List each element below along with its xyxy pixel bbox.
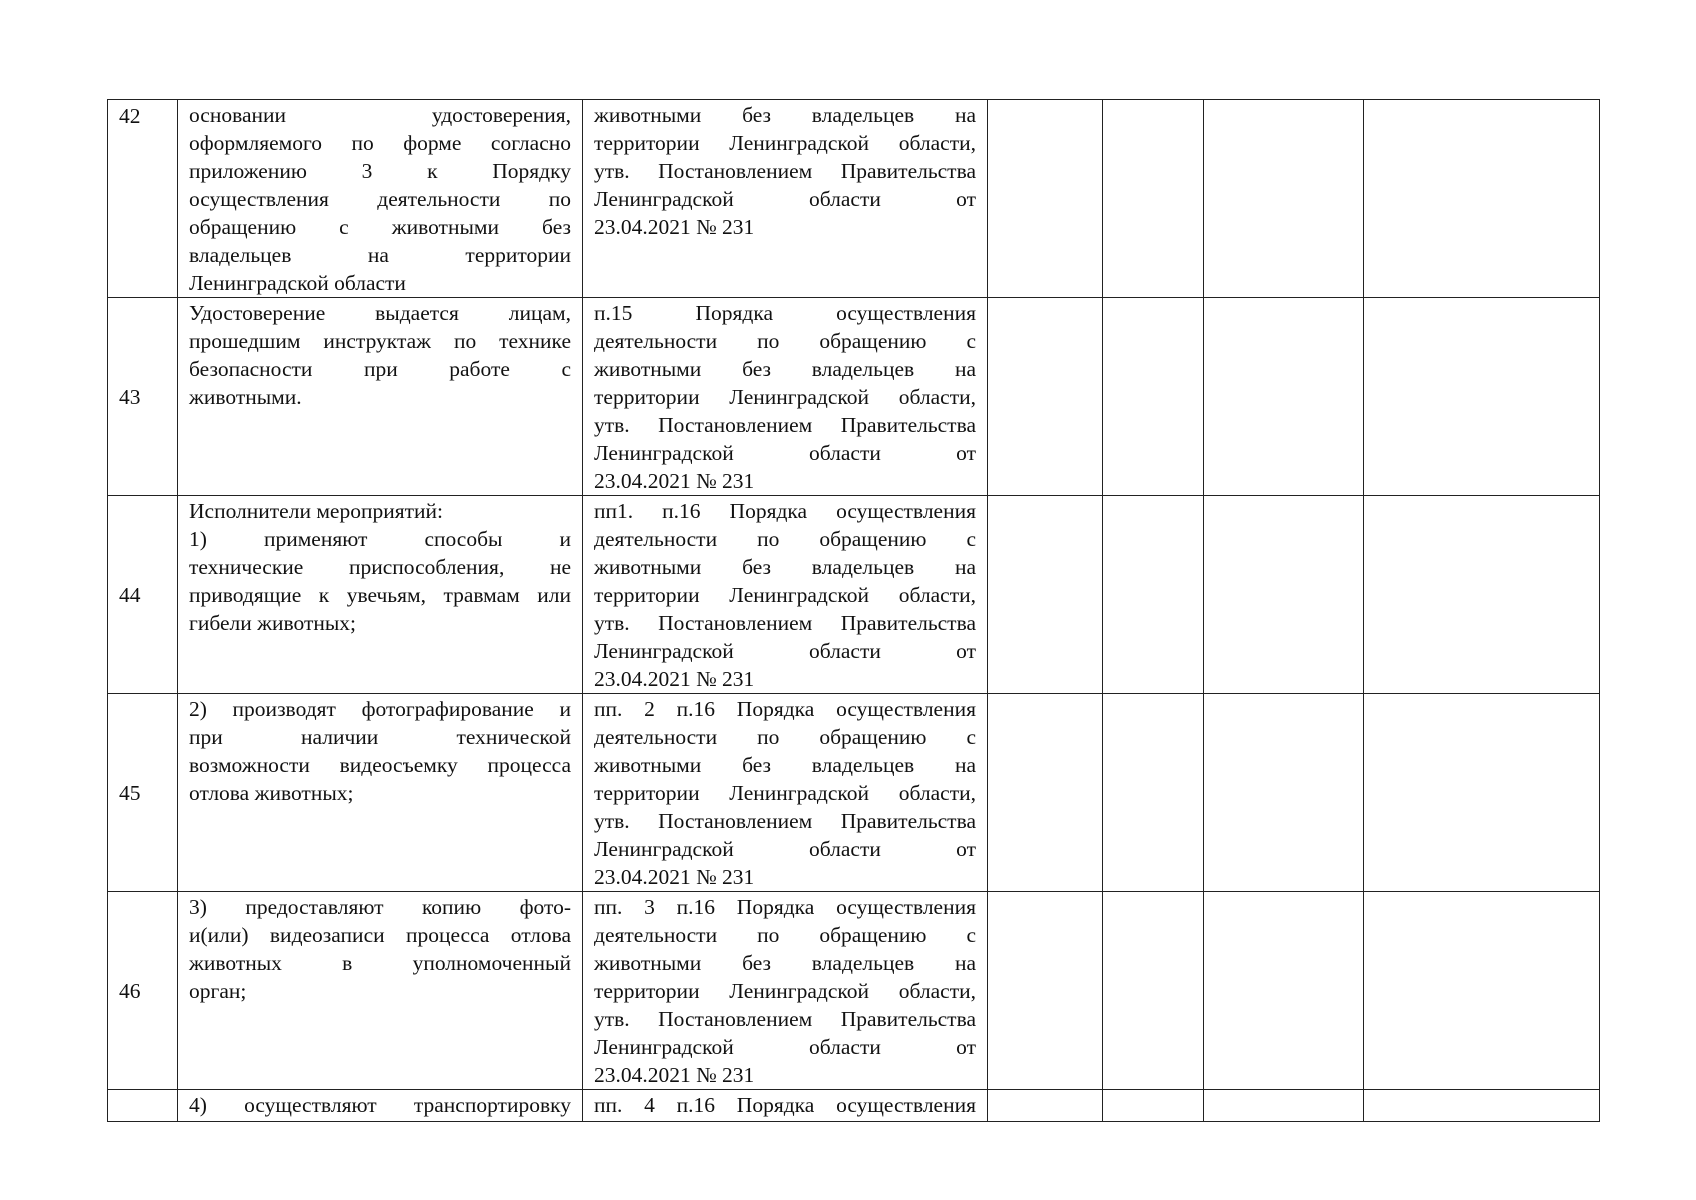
reference-line: утв. Постановлением Правительства <box>594 809 976 833</box>
row-number: 43 <box>108 298 178 496</box>
reference-line: 23.04.2021 № 231 <box>594 667 755 691</box>
empty-cell <box>1204 496 1364 694</box>
reference-line: п.15 Порядка осуществления <box>594 301 976 325</box>
reference-line: 23.04.2021 № 231 <box>594 1063 755 1087</box>
row-number: 44 <box>108 496 178 694</box>
requirement-line: технические приспособления, не <box>189 555 571 579</box>
row-number: 42 <box>108 100 178 298</box>
empty-cell <box>1103 298 1204 496</box>
table-row <box>108 694 1600 892</box>
reference-cell <box>583 694 988 892</box>
reference-line: 23.04.2021 № 231 <box>594 865 755 889</box>
reference-line: пп. 2 п.16 Порядка осуществления <box>594 697 976 721</box>
requirement-cell <box>178 1090 583 1122</box>
row-number <box>108 1090 178 1122</box>
requirement-line: 4) осуществляют транспортировку <box>189 1093 571 1117</box>
reference-line: Ленинградской области от <box>594 1035 976 1059</box>
reference-line: животными без владельцев на <box>594 103 976 127</box>
requirement-line: животными. <box>189 385 302 409</box>
reference-line: территории Ленинградской области, <box>594 979 976 1003</box>
requirement-line: возможности видеосъемку процесса <box>189 753 571 777</box>
empty-cell <box>1103 1090 1204 1122</box>
reference-line: Ленинградской области от <box>594 187 976 211</box>
reference-line: деятельности по обращению с <box>594 923 976 947</box>
requirement-line: Удостоверение выдается лицам, <box>189 301 571 325</box>
requirement-line: животных в уполномоченный <box>189 951 571 975</box>
reference-line: территории Ленинградской области, <box>594 385 976 409</box>
requirement-line: приводящие к увечьям, травмам или <box>189 583 571 607</box>
empty-cell <box>988 694 1103 892</box>
empty-cell <box>1204 100 1364 298</box>
reference-line: утв. Постановлением Правительства <box>594 1007 976 1031</box>
reference-line: деятельности по обращению с <box>594 527 976 551</box>
requirement-line: основании удостоверения, <box>189 103 571 127</box>
reference-cell <box>583 892 988 1090</box>
empty-cell <box>988 1090 1103 1122</box>
requirement-line: прошедшим инструктаж по технике <box>189 329 571 353</box>
reference-cell <box>583 100 988 298</box>
reference-line: утв. Постановлением Правительства <box>594 159 976 183</box>
empty-cell <box>988 496 1103 694</box>
requirement-line: обращению с животными без <box>189 215 571 239</box>
table-body <box>108 100 1600 1122</box>
reference-line: Ленинградской области от <box>594 837 976 861</box>
reference-line: животными без владельцев на <box>594 555 976 579</box>
empty-cell <box>1364 892 1600 1090</box>
requirement-line: отлова животных; <box>189 781 354 805</box>
requirement-cell <box>178 496 583 694</box>
empty-cell <box>1103 694 1204 892</box>
reference-cell <box>583 298 988 496</box>
reference-line: территории Ленинградской области, <box>594 781 976 805</box>
empty-cell <box>1364 496 1600 694</box>
requirement-line: и(или) видеозаписи процесса отлова <box>189 923 571 947</box>
reference-line: пп. 3 п.16 Порядка осуществления <box>594 895 976 919</box>
reference-cell <box>583 496 988 694</box>
reference-line: Ленинградской области от <box>594 639 976 663</box>
reference-line: пп. 4 п.16 Порядка осуществления <box>594 1093 976 1117</box>
reference-line: животными без владельцев на <box>594 951 976 975</box>
reference-line: утв. Постановлением Правительства <box>594 611 976 635</box>
empty-cell <box>1204 1090 1364 1122</box>
empty-cell <box>1103 496 1204 694</box>
requirement-line: Исполнители мероприятий: <box>189 499 444 523</box>
requirement-line: оформляемого по форме согласно <box>189 131 571 155</box>
table-row <box>108 100 1600 298</box>
reference-line: деятельности по обращению с <box>594 725 976 749</box>
empty-cell <box>988 100 1103 298</box>
requirement-cell <box>178 298 583 496</box>
requirement-line: приложению 3 к Порядку <box>189 159 571 183</box>
empty-cell <box>1364 100 1600 298</box>
table-row <box>108 892 1600 1090</box>
requirement-line: 3) предоставляют копию фото- <box>189 895 571 919</box>
empty-cell <box>1364 1090 1600 1122</box>
reference-line: Ленинградской области от <box>594 441 976 465</box>
reference-line: 23.04.2021 № 231 <box>594 469 755 493</box>
empty-cell <box>1103 892 1204 1090</box>
requirement-line: орган; <box>189 979 247 1003</box>
empty-cell <box>1364 298 1600 496</box>
requirement-line: безопасности при работе с <box>189 357 571 381</box>
empty-cell <box>988 892 1103 1090</box>
reference-line: утв. Постановлением Правительства <box>594 413 976 437</box>
empty-cell <box>1364 694 1600 892</box>
row-number: 45 <box>108 694 178 892</box>
requirement-line: 1) применяют способы и <box>189 527 571 551</box>
empty-cell <box>1204 892 1364 1090</box>
requirement-line: при наличии технической <box>189 725 571 749</box>
requirement-line: владельцев на территории <box>189 243 571 267</box>
requirement-line: осуществления деятельности по <box>189 187 571 211</box>
table-row <box>108 1090 1600 1122</box>
requirement-cell <box>178 100 583 298</box>
table-row <box>108 298 1600 496</box>
empty-cell <box>988 298 1103 496</box>
reference-line: 23.04.2021 № 231 <box>594 215 755 239</box>
requirements-table <box>107 99 1600 1122</box>
requirement-cell <box>178 892 583 1090</box>
requirement-cell <box>178 694 583 892</box>
reference-line: животными без владельцев на <box>594 357 976 381</box>
row-number: 46 <box>108 892 178 1090</box>
empty-cell <box>1204 694 1364 892</box>
reference-line: территории Ленинградской области, <box>594 583 976 607</box>
reference-line: территории Ленинградской области, <box>594 131 976 155</box>
reference-line: пп1. п.16 Порядка осуществления <box>594 499 976 523</box>
empty-cell <box>1204 298 1364 496</box>
requirement-line: гибели животных; <box>189 611 357 635</box>
empty-cell <box>1103 100 1204 298</box>
table-row <box>108 496 1600 694</box>
reference-cell <box>583 1090 988 1122</box>
requirement-line: 2) производят фотографирование и <box>189 697 571 721</box>
requirement-line: Ленинградской области <box>189 271 406 295</box>
reference-line: животными без владельцев на <box>594 753 976 777</box>
reference-line: деятельности по обращению с <box>594 329 976 353</box>
